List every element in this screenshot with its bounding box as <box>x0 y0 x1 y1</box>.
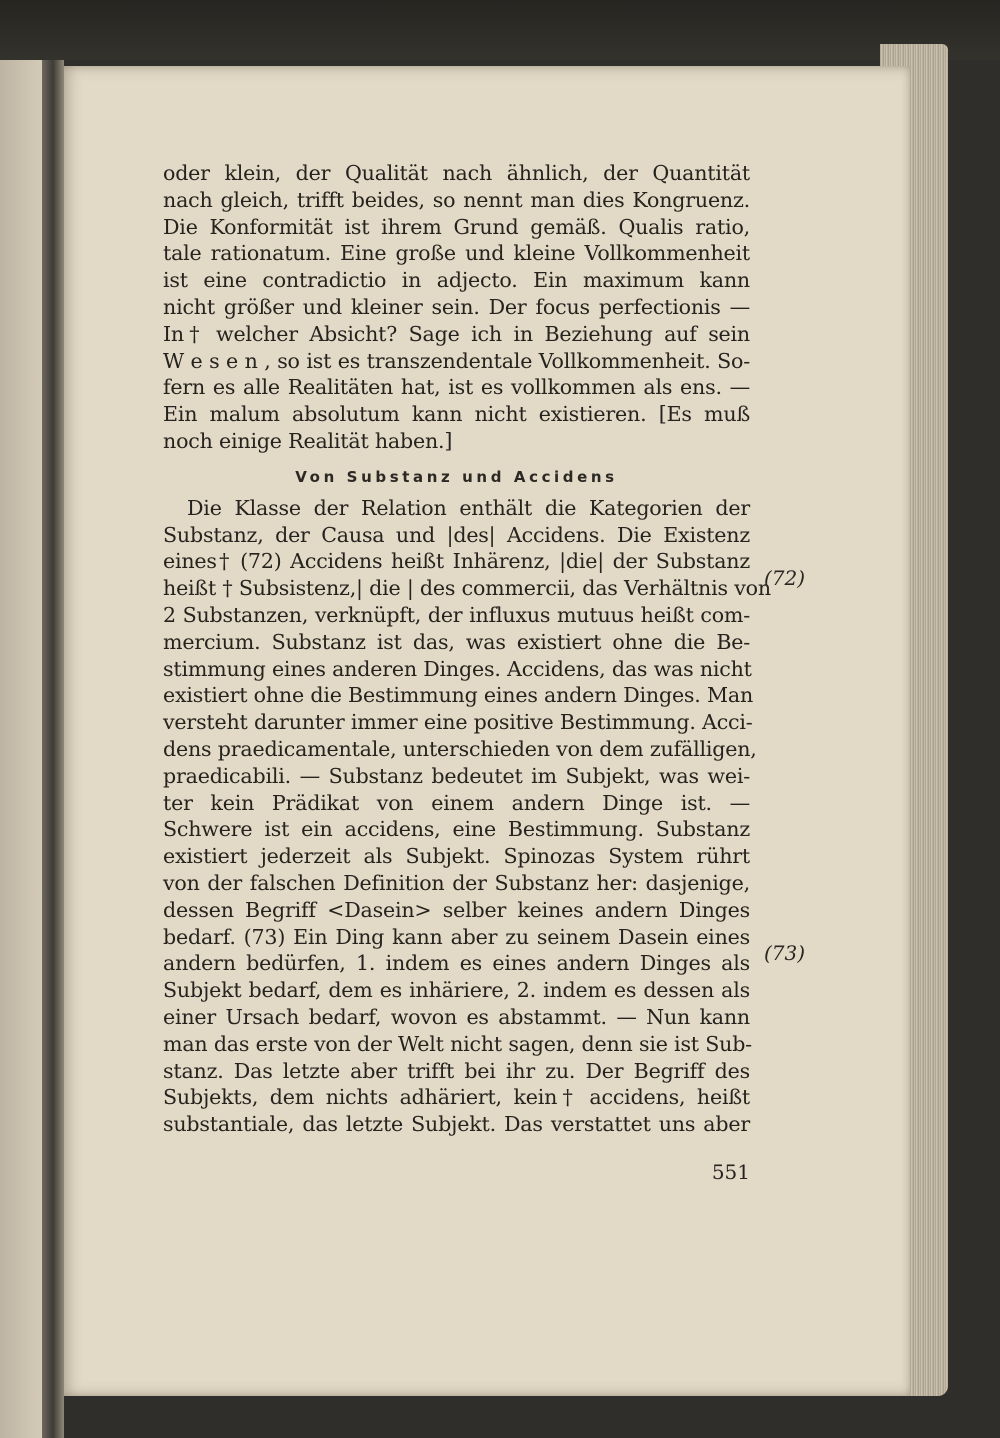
text-line: andern bedürfen, 1. indem es eines andern Dinges als <box>163 951 750 976</box>
text-line: In† welcher Absicht? Sage ich in Beziehung auf sein <box>163 321 750 346</box>
text-line: Ein malum absolutum kann nicht existieren. [Es muß <box>163 402 750 427</box>
text-line: versteht darunter immer eine positive Bestimmung. Acci- <box>163 710 753 735</box>
text-line: Subjekts, dem nichts adhäriert, kein† accidens, heißt <box>163 1085 750 1110</box>
section-heading: Von Substanz und Accidens <box>295 467 618 486</box>
text-line: eines† (72) Accidens heißt Inhärenz, |die| der Substanz <box>163 549 750 574</box>
book-gutter <box>42 60 64 1438</box>
text-line: einer Ursach bedarf, wovon es abstammt. — Nun kann <box>163 1004 750 1029</box>
text-line: mercium. Substanz ist das, was existiert ohne die Be- <box>163 629 750 654</box>
text-line: bedarf. (73) Ein Ding kann aber zu seinem Dasein eines <box>163 924 750 949</box>
page-number: 551 <box>711 1160 750 1184</box>
text-line: substantiale, das letzte Subjekt. Das verstattet uns aber <box>163 1112 750 1137</box>
text-line: man das erste von der Welt nicht sagen, denn sie ist Sub- <box>163 1031 752 1056</box>
text-line: existiert ohne die Bestimmung eines andern Dinges. Man <box>163 683 754 708</box>
text-line: heißt † Subsistenz,| die | des commercii, das Verhältnis von <box>163 576 771 601</box>
margin-note: (72) <box>764 566 806 590</box>
text-line: Subjekt bedarf, dem es inhäriere, 2. indem es dessen als <box>163 978 750 1003</box>
paragraph-1 <box>163 160 750 455</box>
text-line: W e s e n , so ist es transzendentale Vollkommenheit. So- <box>163 348 750 373</box>
text-line: noch einige Realität haben.] <box>163 428 453 453</box>
page-text <box>163 160 771 1138</box>
text-line: praedicabili. — Substanz bedeutet im Subjekt, was wei- <box>163 763 750 788</box>
text-line: stanz. Das letzte aber trifft bei ihr zu. Der Begriff des <box>163 1058 750 1083</box>
paragraph-2 <box>163 495 771 1138</box>
margin-note: (73) <box>764 941 806 965</box>
text-line: von der falschen Definition der Substanz her: dasjenige, <box>163 870 750 895</box>
text-line: Schwere ist ein accidens, eine Bestimmung. Substanz <box>163 817 750 842</box>
text-line: tale rationatum. Eine große und kleine Vollkommenheit <box>163 241 750 266</box>
text-line: dens praedicamentale, unterschieden von dem zufälligen, <box>163 736 757 761</box>
background-surface <box>0 0 1000 60</box>
text-line: oder klein, der Qualität nach ähnlich, der Quantität <box>163 161 750 185</box>
left-page-edge <box>0 60 48 1438</box>
text-line: dessen Begriff <Dasein> selber keines andern Dinges <box>163 897 750 922</box>
text-line: 2 Substanzen, verknüpft, der influxus mutuus heißt com- <box>163 602 750 627</box>
text-line: nicht größer und kleiner sein. Der focus perfectionis — <box>163 294 750 319</box>
text-line: ist eine contradictio in adjecto. Ein maximum kann <box>163 268 750 293</box>
text-line: stimmung eines anderen Dinges. Accidens, das was nicht <box>163 656 752 681</box>
text-line: existiert jederzeit als Subjekt. Spinozas System rührt <box>163 844 750 869</box>
text-line: nach gleich, trifft beides, so nennt man dies Kongruenz. <box>163 187 750 212</box>
text-line: fern es alle Realitäten hat, ist es vollkommen als ens. — <box>163 375 750 400</box>
text-line: ter kein Prädikat von einem andern Dinge ist. — <box>163 790 750 815</box>
text-line: Die Klasse der Relation enthält die Kategorien der <box>187 495 750 520</box>
text-line: Die Konformität ist ihrem Grund gemäß. Qualis ratio, <box>163 214 750 239</box>
text-line: Substanz, der Causa und |des| Accidens. Die Existenz <box>163 522 750 547</box>
